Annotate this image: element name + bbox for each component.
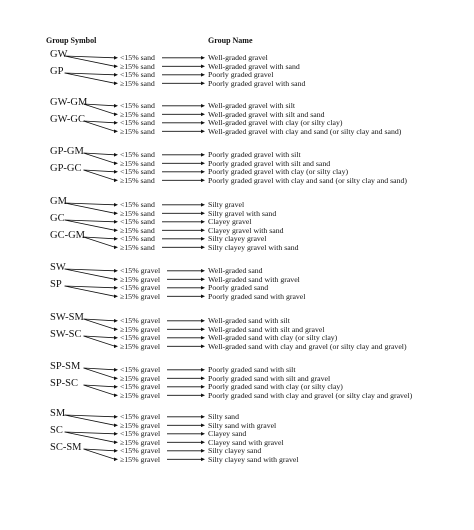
condition-label: <15% sand (120, 167, 155, 176)
group-name-label: Well-graded gravel with sand (208, 61, 300, 71)
group-symbol-gm: GM (50, 196, 67, 207)
group-symbol-sc-sm: SC-SM (50, 442, 82, 453)
group-name-label: Well-graded sand with clay and gravel (or silty clay and gravel) (208, 341, 407, 351)
group-name-label: Well-graded sand with clay (or silty clay) (208, 333, 338, 342)
symbol-arrowhead (114, 153, 118, 157)
name-arrowhead (201, 368, 205, 372)
name-arrowhead (201, 345, 205, 349)
symbol-arrowhead (114, 229, 118, 233)
name-arrowhead (201, 73, 205, 77)
group-name-label: Silty sand with gravel (208, 420, 277, 430)
group-name-label: Silty sand (208, 412, 239, 421)
group-name-label: Poorly graded sand with clay (or silty clay) (208, 382, 343, 391)
name-arrowhead (201, 441, 205, 445)
group-name-label: Poorly graded gravel (208, 70, 274, 79)
symbol-arrowhead (114, 385, 118, 389)
symbol-arrowhead (114, 368, 118, 372)
condition-label: <15% gravel (120, 446, 161, 455)
name-arrowhead (201, 319, 205, 323)
condition-label: ≥15% gravel (120, 341, 161, 351)
group-name-label: Poorly graded sand (208, 283, 269, 292)
group-name-label: Poorly graded gravel with silt and sand (208, 158, 331, 168)
symbol-arrowhead (114, 432, 118, 436)
symbol-arrowhead (114, 162, 118, 166)
name-arrowhead (201, 212, 205, 216)
group-name-label: Silty clayey sand with gravel (208, 454, 299, 464)
group-name-label: Poorly graded sand with silt and gravel (208, 373, 331, 383)
group-symbol-gp-gm: GP-GM (50, 146, 84, 157)
group-name-label: Silty clayey gravel with sand (208, 242, 299, 252)
condition-label: ≥15% gravel (120, 420, 161, 430)
group-name-label: Silty clayey sand (208, 446, 262, 455)
condition-label: <15% gravel (120, 283, 161, 292)
group-name-label: Well-graded gravel with silt (208, 101, 296, 110)
condition-label: <15% gravel (120, 333, 161, 342)
name-arrowhead (201, 162, 205, 166)
group-symbol-sw: SW (50, 262, 66, 273)
condition-label: <15% gravel (120, 316, 161, 325)
symbol-arrowhead (114, 286, 118, 290)
symbol-arrowhead (114, 130, 118, 134)
symbol-arrowhead (114, 65, 118, 69)
condition-label: <15% sand (120, 70, 155, 79)
symbol-arrowhead (114, 415, 118, 419)
symbol-arrowhead (114, 113, 118, 117)
condition-label: ≥15% gravel (120, 437, 161, 447)
symbol-arrowhead (114, 56, 118, 60)
symbol-arrowhead (114, 441, 118, 445)
group-name-label: Well-graded sand with gravel (208, 274, 300, 284)
symbol-arrowhead (114, 212, 118, 216)
name-arrowhead (201, 104, 205, 108)
group-name-label: Poorly graded gravel with silt (208, 150, 301, 159)
symbol-arrowhead (114, 220, 118, 224)
group-symbol-sw-sm: SW-SM (50, 312, 84, 323)
name-arrowhead (201, 286, 205, 290)
symbol-arrowhead (114, 449, 118, 453)
condition-label: <15% sand (120, 101, 155, 110)
condition-label: ≥15% sand (120, 109, 155, 119)
group-name-label: Well-graded gravel with clay (or silty clay) (208, 118, 343, 127)
name-arrowhead (201, 229, 205, 233)
name-arrowhead (201, 424, 205, 428)
group-symbol-sp: SP (50, 279, 62, 290)
group-symbol-sp-sm: SP-SM (50, 361, 81, 372)
condition-label: <15% gravel (120, 365, 161, 374)
symbol-arrowhead (114, 458, 118, 462)
group-symbol-gw: GW (50, 49, 68, 60)
condition-label: <15% sand (120, 150, 155, 159)
symbol-arrowhead (114, 345, 118, 349)
name-arrowhead (201, 153, 205, 157)
condition-label: ≥15% gravel (120, 373, 161, 383)
name-arrowhead (201, 449, 205, 453)
condition-label: ≥15% gravel (120, 291, 161, 301)
condition-label: ≥15% sand (120, 126, 155, 136)
symbol-arrowhead (114, 269, 118, 273)
name-arrowhead (201, 415, 205, 419)
symbol-arrowhead (114, 170, 118, 174)
symbol-arrowhead (114, 179, 118, 183)
symbol-arrowhead (114, 246, 118, 250)
name-arrowhead (201, 170, 205, 174)
group-symbol-sw-sc: SW-SC (50, 329, 82, 340)
condition-label: <15% gravel (120, 429, 161, 438)
group-name-header: Group Name (208, 36, 253, 45)
condition-label: ≥15% sand (120, 78, 155, 88)
condition-label: ≥15% sand (120, 61, 155, 71)
name-arrowhead (201, 113, 205, 117)
condition-label: <15% sand (120, 217, 155, 226)
name-arrowhead (201, 336, 205, 340)
name-arrowhead (201, 432, 205, 436)
name-arrowhead (201, 385, 205, 389)
name-arrowhead (201, 237, 205, 241)
symbol-arrowhead (114, 394, 118, 398)
name-arrowhead (201, 394, 205, 398)
group-name-label: Poorly graded gravel with sand (208, 78, 306, 88)
symbol-arrowhead (114, 424, 118, 428)
name-arrowhead (201, 458, 205, 462)
group-name-label: Well-graded sand with silt (208, 316, 290, 325)
name-arrowhead (201, 278, 205, 282)
condition-label: <15% gravel (120, 412, 161, 421)
group-name-label: Poorly graded sand with silt (208, 365, 296, 374)
symbol-arrowhead (114, 237, 118, 241)
group-name-label: Well-graded gravel with clay and sand (or silty clay and sand) (208, 126, 402, 136)
group-name-label: Poorly graded sand with gravel (208, 291, 306, 301)
group-name-label: Poorly graded gravel with clay and sand (or silty clay and sand) (208, 175, 407, 185)
symbol-arrowhead (114, 377, 118, 381)
name-arrowhead (201, 82, 205, 86)
condition-label: ≥15% sand (120, 158, 155, 168)
group-symbol-gc: GC (50, 213, 65, 224)
group-symbol-sc: SC (50, 425, 63, 436)
condition-label: <15% sand (120, 53, 155, 62)
condition-label: ≥15% gravel (120, 274, 161, 284)
symbol-arrowhead (114, 104, 118, 108)
condition-label: ≥15% sand (120, 242, 155, 252)
group-name-label: Poorly graded gravel with clay (or silty clay) (208, 167, 349, 176)
group-symbol-gp: GP (50, 66, 64, 77)
group-symbol-sp-sc: SP-SC (50, 378, 79, 389)
group-symbol-gw-gc: GW-GC (50, 114, 85, 125)
symbol-arrowhead (114, 319, 118, 323)
condition-label: <15% gravel (120, 266, 161, 275)
group-name-label: Clayey gravel (208, 217, 252, 226)
condition-label: ≥15% gravel (120, 390, 161, 400)
group-name-label: Well-graded sand (208, 266, 263, 275)
name-arrowhead (201, 130, 205, 134)
group-symbol-header: Group Symbol (46, 36, 97, 45)
group-name-label: Poorly graded sand with clay and gravel (or silty clay and gravel) (208, 390, 413, 400)
group-name-label: Silty gravel with sand (208, 208, 277, 218)
group-symbol-sm: SM (50, 408, 66, 419)
group-name-label: Well-graded sand with silt and gravel (208, 324, 325, 334)
group-name-label: Clayey sand with gravel (208, 437, 284, 447)
group-name-label: Silty gravel (208, 200, 245, 209)
group-symbol-gw-gm: GW-GM (50, 97, 88, 108)
name-arrowhead (201, 203, 205, 207)
name-arrowhead (201, 246, 205, 250)
name-arrowhead (201, 179, 205, 183)
condition-label: <15% sand (120, 118, 155, 127)
group-name-label: Silty clayey gravel (208, 234, 267, 243)
group-name-label: Well-graded gravel with silt and sand (208, 109, 325, 119)
name-arrowhead (201, 65, 205, 69)
symbol-arrowhead (114, 278, 118, 282)
condition-label: <15% sand (120, 200, 155, 209)
group-name-label: Well-graded gravel (208, 53, 268, 62)
condition-label: <15% gravel (120, 382, 161, 391)
name-arrowhead (201, 269, 205, 273)
group-symbol-gp-gc: GP-GC (50, 163, 82, 174)
symbol-arrowhead (114, 203, 118, 207)
group-symbol-gc-gm: GC-GM (50, 230, 86, 241)
symbol-arrowhead (114, 295, 118, 299)
group-name-label: Clayey sand (208, 429, 247, 438)
symbol-arrowhead (114, 328, 118, 332)
name-arrowhead (201, 295, 205, 299)
symbol-arrowhead (114, 82, 118, 86)
name-arrowhead (201, 377, 205, 381)
name-arrowhead (201, 220, 205, 224)
name-arrowhead (201, 121, 205, 125)
symbol-arrowhead (114, 336, 118, 340)
name-arrowhead (201, 56, 205, 60)
group-name-label: Clayey gravel with sand (208, 225, 284, 235)
condition-label: ≥15% gravel (120, 454, 161, 464)
name-arrowhead (201, 328, 205, 332)
symbol-arrowhead (114, 121, 118, 125)
condition-label: <15% sand (120, 234, 155, 243)
condition-label: ≥15% sand (120, 208, 155, 218)
condition-label: ≥15% sand (120, 225, 155, 235)
symbol-arrowhead (114, 73, 118, 77)
condition-label: ≥15% gravel (120, 324, 161, 334)
condition-label: ≥15% sand (120, 175, 155, 185)
